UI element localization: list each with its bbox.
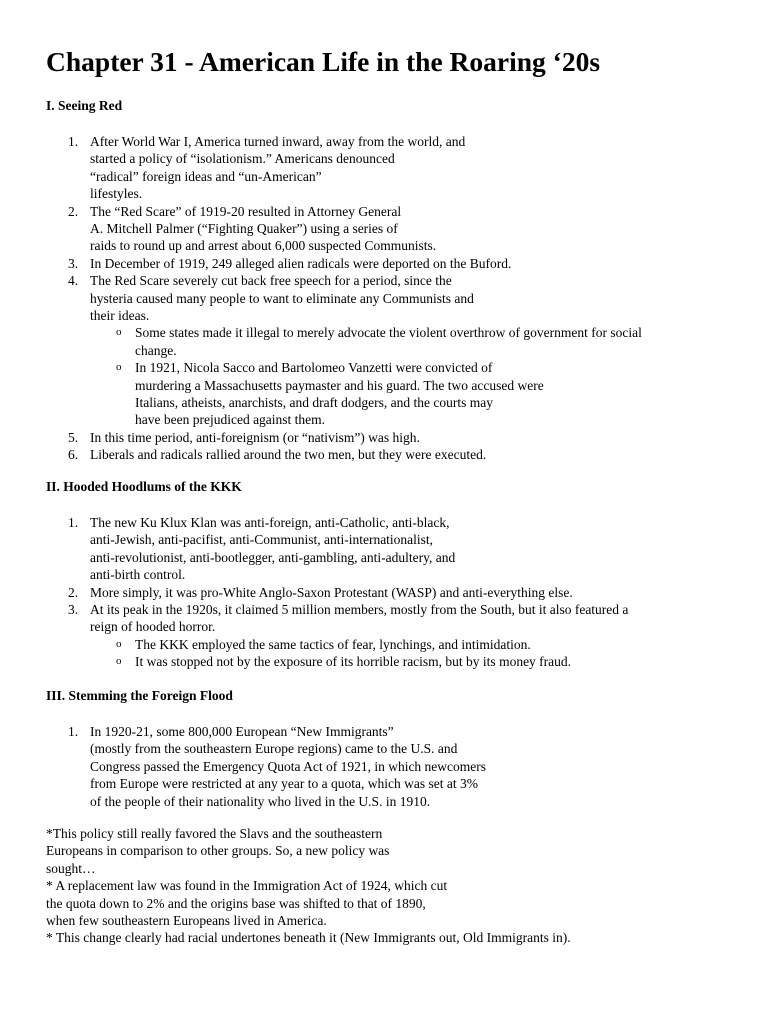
list-item-number: 1.	[68, 724, 79, 739]
sub-item-text: In 1921, Nicola Sacco and Bartolomeo Vanzetti were convicted of	[135, 360, 493, 376]
bullet-marker: o	[116, 326, 122, 339]
bullet-marker: o	[116, 361, 122, 374]
note-line: sought…	[46, 860, 96, 876]
note-line: the quota down to 2% and the origins base was shifted to that of 1890,	[46, 895, 426, 911]
note-line: * This change clearly had racial undertones beneath it (New Immigrants out, Old Immigrants in).	[46, 930, 571, 946]
list-item-text: At its peak in the 1920s, it claimed 5 million members, mostly from the South, but it also featured a	[90, 602, 629, 617]
list-item-text: The new Ku Klux Klan was anti-foreign, anti-Catholic, anti-black,	[90, 515, 450, 530]
list-item-text: The Red Scare severely cut back free speech for a period, since the	[90, 273, 452, 289]
list-item-text: A. Mitchell Palmer (“Fighting Quaker”) using a series of	[90, 221, 398, 236]
note-line: Europeans in comparison to other groups. So, a new policy was	[46, 843, 390, 859]
list-item-text: In this time period, anti-foreignism (or “nativism”) was high.	[90, 429, 420, 445]
list-item-text: (mostly from the southeastern Europe regions) came to the U.S. and	[90, 741, 458, 757]
section-heading: II. Hooded Hoodlums of the KKK	[46, 479, 242, 494]
note-line: * A replacement law was found in the Immigration Act of 1924, which cut	[46, 878, 448, 894]
list-item-number: 2.	[68, 203, 79, 219]
list-item-text: The “Red Scare” of 1919-20 resulted in Attorney General	[90, 203, 402, 219]
list-item-text: of the people of their nationality who lived in the U.S. in 1910.	[90, 793, 431, 809]
list-item-text: Liberals and radicals rallied around the two men, but they were executed.	[90, 447, 487, 463]
list-item-text: hysteria caused many people to want to eliminate any Communists and	[90, 290, 474, 306]
note-line: *This policy still really favored the Slavs and the southeastern	[46, 826, 383, 841]
sub-item-text: change.	[135, 342, 177, 358]
sub-item-text: The KKK employed the same tactics of fear, lynchings, and intimidation.	[135, 636, 531, 652]
list-item-text: More simply, it was pro-White Anglo-Saxon Protestant (WASP) and anti-everything else.	[90, 584, 573, 600]
list-item-number: 3.	[68, 255, 79, 271]
list-item-text: anti-Jewish, anti-pacifist, anti-Communist, anti-internationalist,	[90, 532, 434, 548]
section-heading: I. Seeing Red	[46, 98, 123, 113]
list-item-text: raids to round up and arrest about 6,000 suspected Communists.	[90, 238, 437, 254]
page-title: Chapter 31 - American Life in the Roaring ‘20s	[46, 46, 601, 77]
list-item-text: Congress passed the Emergency Quota Act of 1921, in which newcomers	[90, 758, 487, 774]
list-item-number: 6.	[68, 447, 79, 463]
list-item-number: 4.	[68, 273, 79, 289]
list-item-number: 5.	[68, 429, 79, 445]
list-item-text: anti-revolutionist, anti-bootlegger, anti-gambling, anti-adultery, and	[90, 549, 456, 565]
list-item-text: lifestyles.	[90, 186, 143, 202]
list-item-text: from Europe were restricted at any year to a quota, which was set at 3%	[90, 776, 478, 792]
list-item-text: After World War I, America turned inward, away from the world, and	[90, 134, 466, 149]
sub-item-text: Some states made it illegal to merely advocate the violent overthrow of government for social	[135, 325, 642, 341]
list-item-number: 1.	[68, 515, 79, 530]
list-item-number: 3.	[68, 602, 79, 617]
sub-item-text: It was stopped not by the exposure of its horrible racism, but by its money fraud.	[135, 654, 572, 670]
list-item-text: reign of hooded horror.	[90, 619, 216, 635]
list-item-text: started a policy of “isolationism.” Americans denounced	[90, 151, 395, 167]
list-item-number: 2.	[68, 584, 79, 600]
bullet-marker: o	[116, 655, 122, 668]
section-heading: III. Stemming the Foreign Flood	[46, 688, 233, 703]
list-item-text: In December of 1919, 249 alleged alien radicals were deported on the Buford.	[90, 255, 512, 271]
note-line: when few southeastern Europeans lived in America.	[46, 913, 327, 928]
list-item-text: their ideas.	[90, 308, 150, 323]
sub-item-text: Italians, atheists, anarchists, and draft dodgers, and the courts may	[135, 395, 494, 410]
sub-item-text: murdering a Massachusetts paymaster and his guard. The two accused were	[135, 377, 544, 393]
list-item-text: “radical” foreign ideas and “un-American”	[90, 168, 322, 184]
sub-item-text: have been prejudiced against them.	[135, 412, 326, 428]
bullet-marker: o	[116, 637, 122, 650]
list-item-text: In 1920-21, some 800,000 European “New Immigrants”	[90, 724, 394, 739]
list-item-text: anti-birth control.	[90, 567, 186, 583]
list-item-number: 1.	[68, 134, 79, 149]
